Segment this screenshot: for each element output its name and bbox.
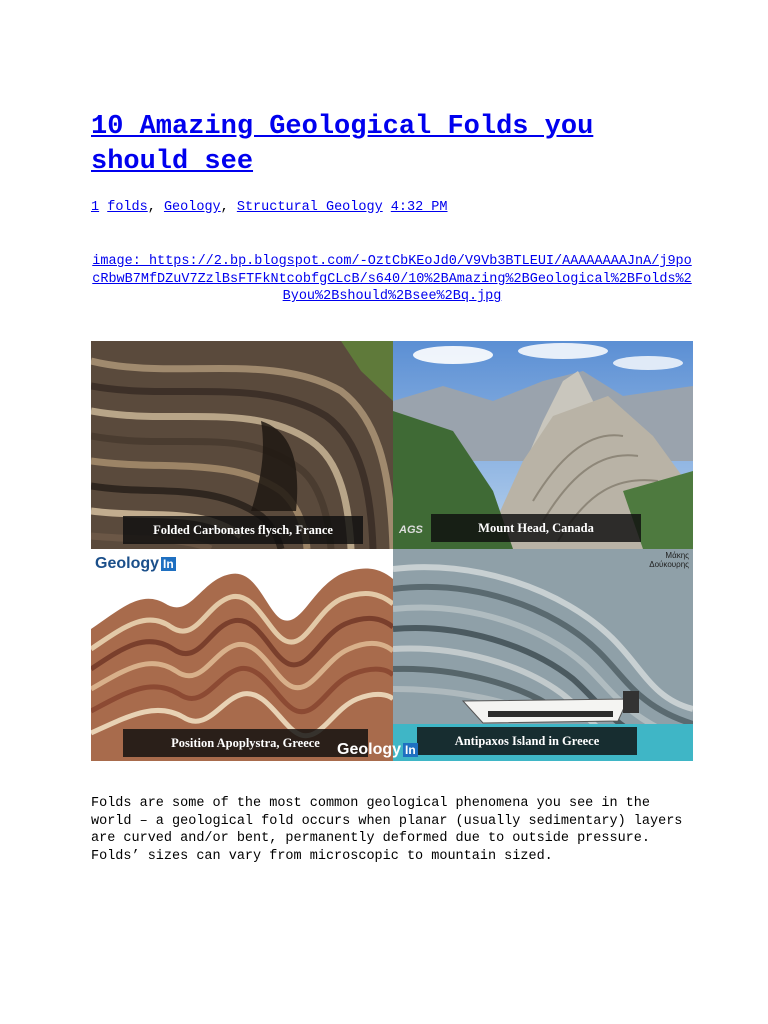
geology-in-bottom-watermark	[337, 741, 418, 759]
label-link-structural-geology[interactable]: Structural Geology	[236, 200, 383, 215]
logo-badge-text: In	[163, 556, 174, 571]
panel-label-apoplystra: Position Apoplystra, Greece	[123, 729, 368, 757]
collage-panel-antipaxos	[393, 549, 693, 761]
ags-watermark: AGS	[399, 524, 423, 536]
separator: ,	[220, 200, 237, 215]
label-link-folds[interactable]: folds	[107, 200, 148, 215]
post-title	[91, 110, 691, 180]
panel-label-mount-head: Mount Head, Canada	[431, 514, 641, 542]
image-caption	[91, 253, 693, 306]
comment-count-link[interactable]: 1	[91, 200, 100, 215]
post-meta	[91, 199, 691, 217]
collage-panel-mount-head	[393, 341, 693, 549]
post-title-link[interactable]: 10 Amazing Geological Folds you should see	[91, 112, 594, 177]
separator: ,	[147, 200, 164, 215]
collage-panel-apoplystra	[91, 549, 393, 761]
label-link-geology[interactable]: Geology	[163, 200, 221, 215]
post-time-link[interactable]: 4:32 PM	[390, 200, 448, 215]
folds-collage-image[interactable]	[91, 341, 693, 761]
panel-label-antipaxos: Antipaxos Island in Greece	[417, 727, 637, 755]
watermark-brand-text: Geology	[337, 741, 402, 758]
logo-brand-text: Geology	[95, 555, 160, 572]
photographer-credit: Μάκης Δούκουρης	[649, 551, 689, 569]
post-body-paragraph: Folds are some of the most common geological phenomena you see in the world – a geological fold occurs when planar (usually sedimentary) layers are curved and/or bent, permanently deformed due to outside pressure. Folds’ sizes can vary from microscopic to mountain sized.	[91, 796, 683, 864]
collage-panel-flysch	[91, 341, 393, 549]
panel-label-flysch: Folded Carbonates flysch, France	[123, 516, 363, 544]
image-url-link[interactable]: image: https://2.bp.blogspot.com/-OztCbKEoJd0/V9Vb3BTLEUI/AAAAAAAAJnA/j9pocRbwB7MfDZuV7ZzlBsFTFkNtcobfgCLcB/s640/10%2BAmazing%2BGeological%2BFolds%2Byou%2Bshould%2Bsee%2Bq.jpg	[92, 254, 692, 304]
geology-in-logo	[95, 555, 176, 573]
watermark-badge-text: In	[405, 742, 416, 757]
